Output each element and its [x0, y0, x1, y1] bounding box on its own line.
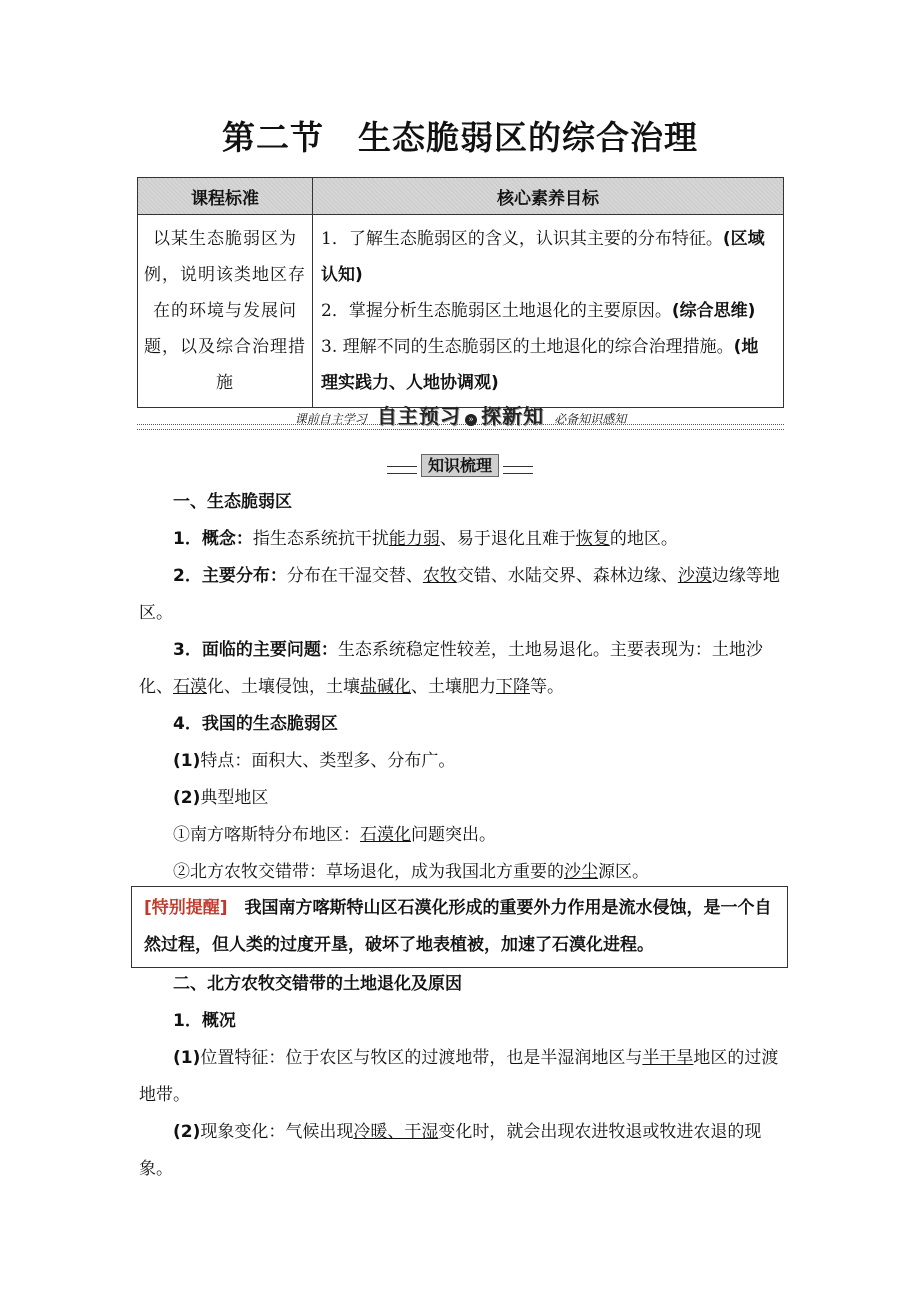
- table-header-goals: 核心素养目标: [313, 178, 784, 215]
- goals-cell: [313, 215, 784, 408]
- section-2: [139, 966, 784, 1188]
- karst-paragraph: ①南方喀斯特分布地区：石漠化问题突出。: [173, 825, 496, 845]
- features-paragraph: (1)特点：面积大、类型多、分布广。: [173, 751, 456, 771]
- banner-left-text: 课前自主学习: [294, 412, 367, 426]
- special-reminder-box: [131, 886, 788, 968]
- goal-item: 2．掌握分析生态脆弱区土地退化的主要原因。(综合思维): [321, 301, 756, 321]
- banner-title-1: 自主预习: [376, 404, 461, 428]
- reminder-text: 我国南方喀斯特山区石漠化形成的重要外力作用是流水侵蚀，是一个自然过程，但人类的过度开垦，破坏了地表植被，加速了石漠化进程。: [144, 898, 772, 955]
- section-banner: [137, 400, 784, 430]
- banner-right-text: 必备知识感知: [554, 412, 627, 426]
- problems-paragraph: 3．面临的主要问题：生态系统稳定性较差，土地易退化。主要表现为：土地沙化、石漠化、土壤侵蚀，土壤盐碱化、土壤肥力下降等。: [139, 640, 763, 697]
- concept-paragraph: 1．概念：指生态系统抗干扰能力弱、易于退化且难于恢复的地区。: [173, 529, 678, 549]
- curriculum-table: [137, 177, 784, 408]
- section-2-heading: 二、北方农牧交错带的土地退化及原因: [173, 974, 462, 994]
- page-title: 第二节 生态脆弱区的综合治理: [222, 118, 698, 157]
- reminder-tag: [特别提醒]: [144, 898, 228, 918]
- goal-item: 1．了解生态脆弱区的含义，认识其主要的分布特征。(区域认知): [321, 229, 765, 285]
- goal-item: 3. 理解不同的生态脆弱区的土地退化的综合治理措施。(地理实践力、人地协调观): [321, 337, 759, 393]
- section-1-heading: 一、生态脆弱区: [173, 492, 292, 512]
- typical-heading: (2)典型地区: [173, 788, 269, 808]
- location-paragraph: (1)位置特征：位于农区与牧区的过渡地带，也是半湿润地区与半干旱地区的过渡地带。: [139, 1048, 779, 1105]
- china-heading: 4．我国的生态脆弱区: [173, 714, 338, 734]
- arrow-icon: »: [465, 414, 477, 426]
- section-1: [139, 484, 784, 891]
- table-header-standard: 课程标准: [138, 178, 313, 215]
- overview-heading: 1．概况: [173, 1011, 236, 1031]
- ecotone-paragraph: ②北方农牧交错带：草场退化，成为我国北方重要的沙尘源区。: [173, 862, 649, 882]
- standard-cell: 以某生态脆弱区为例，说明该类地区存在的环境与发展问题，以及综合治理措施: [138, 215, 313, 408]
- knowledge-label: 知识梳理: [0, 455, 920, 477]
- distribution-paragraph: 2．主要分布：分布在干湿交替、农牧交错、水陆交界、森林边缘、沙漠边缘等地区。: [139, 566, 780, 623]
- banner-title-2: 探新知: [481, 404, 545, 428]
- change-paragraph: (2)现象变化：气候出现冷暖、干湿变化时，就会出现农进牧退或牧进农退的现象。: [139, 1122, 762, 1179]
